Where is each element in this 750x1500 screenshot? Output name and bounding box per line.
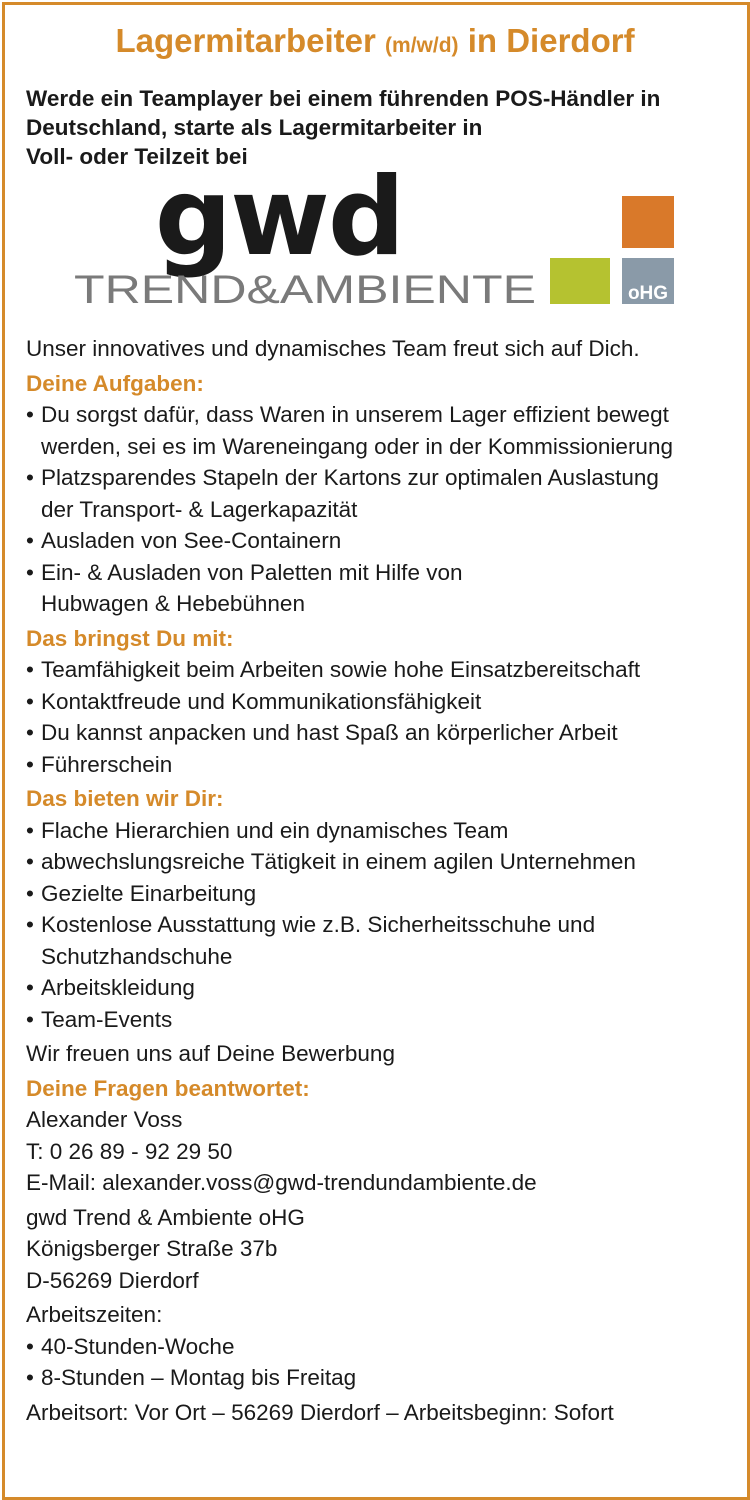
list-item [26, 717, 736, 749]
tasks-heading: Deine Aufgaben: [26, 370, 204, 396]
requirements-list [26, 654, 736, 780]
list-item-text: Team-Events [41, 1006, 173, 1032]
intro-line: Voll- oder Teilzeit bei [26, 144, 248, 169]
title-location: in Dierdorf [467, 22, 635, 59]
list-item-text: Gezielte Einarbeitung [41, 880, 257, 906]
list-item-text: 8-Stunden – Montag bis Freitag [41, 1365, 357, 1390]
contact-phone: T: 0 26 89 - 92 29 50 [26, 1138, 233, 1164]
list-item [26, 878, 736, 910]
list-item-text: Flache Hierarchien und ein dynamisches Team [41, 817, 509, 843]
list-item [26, 686, 736, 718]
offers-list [26, 815, 736, 1036]
list-item-text: Kostenlose Ausstattung wie z.B. Sicherheitsschuhe und [41, 912, 596, 937]
list-item [26, 815, 736, 847]
address-company: gwd Trend & Ambiente oHG [26, 1204, 305, 1230]
list-item-text: Du kannst anpacken und hast Spaß an körperlicher Arbeit [41, 720, 618, 745]
bullet-icon: • [26, 1333, 34, 1359]
list-item [26, 1004, 736, 1036]
page-title [0, 22, 750, 60]
bullet-icon: • [26, 720, 34, 745]
list-item [26, 1331, 736, 1363]
list-item-text: Kontaktfreude und Kommunikationsfähigkeit [41, 688, 482, 714]
list-item [26, 494, 736, 526]
list-item-text: Führerschein [41, 751, 173, 777]
company-logo [74, 170, 684, 310]
bullet-icon: • [26, 559, 34, 585]
address-city: D-56269 Dierdorf [26, 1267, 199, 1293]
bullet-icon: • [26, 688, 34, 714]
list-item-text: Schutzhandschuhe [41, 943, 233, 969]
offers-heading: Das bieten wir Dir: [26, 786, 224, 811]
bullet-icon: • [26, 975, 34, 1000]
bullet-icon: • [26, 1006, 34, 1032]
welcome-text: Unser innovatives und dynamisches Team freut sich auf Dich. [26, 336, 640, 361]
tasks-list [26, 399, 736, 620]
list-item-text: Teamfähigkeit beim Arbeiten sowie hohe Einsatzbereitschaft [41, 657, 641, 682]
list-item [26, 909, 736, 941]
title-main: Lagermitarbeiter [115, 22, 376, 59]
logo-wordmark: gwd [154, 170, 404, 280]
logo-green-square [550, 258, 610, 304]
bullet-icon: • [26, 817, 34, 843]
list-item [26, 654, 736, 686]
job-content [26, 333, 736, 1428]
bullet-icon: • [26, 912, 34, 937]
bullet-icon: • [26, 1365, 34, 1390]
list-item-text: Ein- & Ausladen von Paletten mit Hilfe von [41, 559, 463, 585]
list-item-text: 40-Stunden-Woche [41, 1333, 235, 1359]
list-item [26, 846, 736, 878]
list-item [26, 557, 736, 589]
title-gender: (m/w/d) [385, 34, 459, 57]
hours-list [26, 1331, 736, 1394]
list-item [26, 941, 736, 973]
list-item-text: Ausladen von See-Containern [41, 528, 342, 553]
list-item-text: abwechslungsreiche Tätigkeit in einem agilen Unternehmen [41, 849, 636, 874]
list-item-text: werden, sei es im Wareneingang oder in der Kommissionierung [41, 433, 673, 459]
list-item [26, 749, 736, 781]
list-item-text: Arbeitskleidung [41, 975, 195, 1000]
list-item [26, 525, 736, 557]
contact-heading: Deine Fragen beantwortet: [26, 1075, 310, 1101]
bullet-icon: • [26, 849, 34, 874]
footer-text: Arbeitsort: Vor Ort – 56269 Dierdorf – Arbeitsbeginn: Sofort [26, 1399, 614, 1425]
contact-email[interactable]: E-Mail: alexander.voss@gwd-trendundambiente.de [26, 1170, 537, 1195]
list-item-text: Hubwagen & Hebebühnen [41, 591, 305, 616]
list-item-text: der Transport- & Lagerkapazität [41, 496, 358, 522]
address-street: Königsberger Straße 37b [26, 1236, 278, 1261]
list-item [26, 588, 736, 620]
bullet-icon: • [26, 528, 34, 553]
intro-line: Deutschland, starte als Lagermitarbeiter in [26, 115, 483, 140]
intro-line: Werde ein Teamplayer bei einem führenden POS-Händler in [26, 86, 661, 111]
list-item-text: Du sorgst dafür, dass Waren in unserem Lager effizient bewegt [41, 402, 669, 427]
list-item [26, 431, 736, 463]
logo-orange-square [622, 196, 674, 248]
hours-heading: Arbeitszeiten: [26, 1302, 163, 1327]
bullet-icon: • [26, 402, 34, 427]
intro-text [26, 84, 660, 171]
closing-text: Wir freuen uns auf Deine Bewerbung [26, 1041, 395, 1066]
requirements-heading: Das bringst Du mit: [26, 625, 234, 651]
list-item-text: Platzsparendes Stapeln der Kartons zur optimalen Auslastung [41, 465, 659, 490]
list-item [26, 1362, 736, 1394]
bullet-icon: • [26, 465, 34, 490]
contact-name: Alexander Voss [26, 1107, 183, 1132]
list-item [26, 399, 736, 431]
list-item [26, 972, 736, 1004]
bullet-icon: • [26, 751, 34, 777]
list-item [26, 462, 736, 494]
logo-badge: oHG [627, 283, 669, 304]
bullet-icon: • [26, 657, 34, 682]
logo-tagline: TREND&AMBIENTE [74, 268, 536, 310]
bullet-icon: • [26, 880, 34, 906]
